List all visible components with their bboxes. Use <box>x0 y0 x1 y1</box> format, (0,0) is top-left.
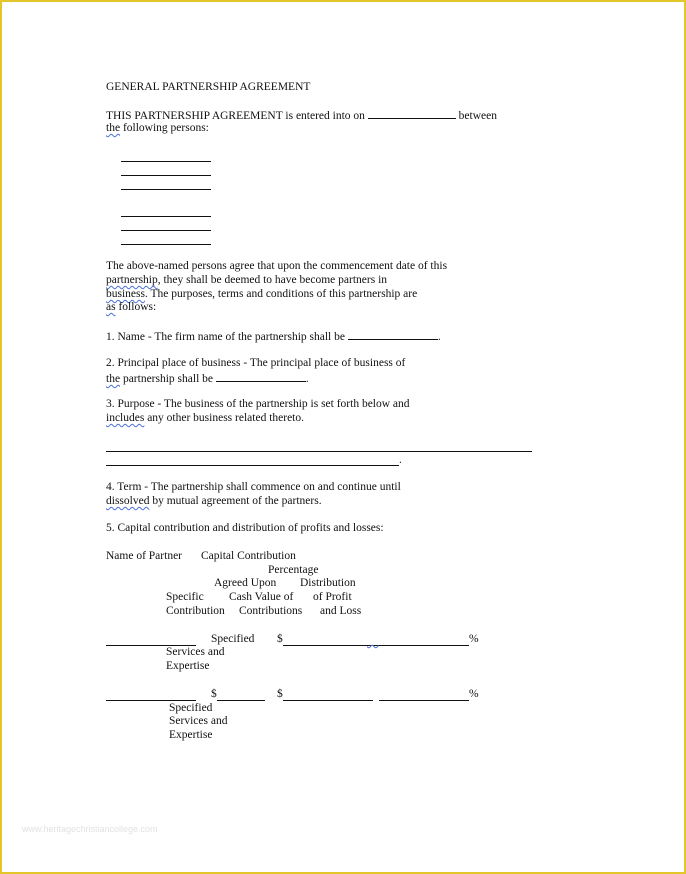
row1-percent: % <box>469 633 479 645</box>
header-and-loss: and Loss <box>320 605 362 617</box>
header-percentage: Percentage <box>268 564 319 576</box>
document-title: GENERAL PARTNERSHIP AGREEMENT <box>106 81 311 93</box>
header-agreed-upon: Agreed Upon <box>214 577 277 589</box>
firm-name-blank[interactable] <box>348 328 438 340</box>
item-3-line-1: 3. Purpose - The business of the partnership is set forth below and <box>106 398 410 410</box>
spellcheck-word: dissolved <box>106 495 150 507</box>
spellcheck-word: the <box>106 373 121 385</box>
spellcheck-word: includes <box>106 412 145 424</box>
intro-between: between <box>458 110 497 122</box>
header-capital-contribution: Capital Contribution <box>201 550 296 562</box>
partner-blank-4[interactable] <box>121 216 211 217</box>
row1-services-and: Services and <box>166 646 225 658</box>
row2-percentage-blank[interactable] <box>379 700 469 701</box>
spellcheck-word: the <box>106 122 121 134</box>
partner-blank-6[interactable] <box>121 244 211 245</box>
item-1-name: 1. Name - The firm name of the partnership shall be . <box>106 328 441 344</box>
intro-text: THIS PARTNERSHIP AGREEMENT is entered into on <box>106 110 365 122</box>
spellcheck-word: partnership <box>106 274 158 286</box>
para1-line-1: The above-named persons agree that upon the commencement date of this <box>106 260 448 272</box>
item-4-line-2: dissolved by mutual agreement of the partners. <box>106 495 322 507</box>
header-cash-value-of: Cash Value of <box>229 591 294 603</box>
row2-percent: % <box>469 688 479 700</box>
partner-blank-2[interactable] <box>121 175 211 176</box>
purpose-blank-1[interactable] <box>106 451 532 452</box>
para1-line-4: as follows: <box>106 301 157 313</box>
item-2-line-1: 2. Principal place of business - The principal place of business of <box>106 357 406 369</box>
row2-dollar-specific: $ <box>211 688 217 700</box>
purpose-period: . <box>399 454 402 466</box>
header-of-profit: of Profit <box>313 591 352 603</box>
intro-line-2: the following persons: <box>106 122 209 134</box>
place-of-business-blank[interactable] <box>216 370 306 382</box>
row2-specified: Specified <box>169 702 213 714</box>
partner-blank-5[interactable] <box>121 230 211 231</box>
row2-expertise: Expertise <box>169 729 213 741</box>
spellcheck-word: business <box>106 288 145 300</box>
row2-specific-blank[interactable] <box>217 700 265 701</box>
row1-specified: Specified <box>211 633 255 645</box>
partner-blank-1[interactable] <box>121 161 211 162</box>
header-name-of-partner: Name of Partner <box>106 550 182 562</box>
purpose-blank-2[interactable] <box>106 465 399 466</box>
header-contributions: Contributions <box>239 605 303 617</box>
item-2-line-2: the partnership shall be . <box>106 370 309 386</box>
row2-services-and: Services and <box>169 715 228 727</box>
item-5: 5. Capital contribution and distribution of profits and losses: <box>106 522 384 534</box>
spellcheck-mark <box>367 633 379 645</box>
item-4-line-1: 4. Term - The partnership shall commence on and continue until <box>106 481 401 493</box>
header-contribution: Contribution <box>166 605 225 617</box>
header-specific: Specific <box>166 591 204 603</box>
date-blank[interactable] <box>368 107 456 119</box>
para1-line-3: business. The purposes, terms and conditions of this partnership are <box>106 288 418 300</box>
row1-expertise: Expertise <box>166 660 210 672</box>
row1-cash-value-blank[interactable] <box>283 645 469 646</box>
header-distribution: Distribution <box>300 577 356 589</box>
item-3-line-2: includes any other business related thereto. <box>106 412 304 424</box>
row1-dollar: $ <box>277 633 283 645</box>
spellcheck-word: as <box>106 301 116 313</box>
row2-cash-value-blank[interactable] <box>283 700 373 701</box>
watermark: www.heritagechristiancollege.com <box>22 824 158 834</box>
row2-dollar-cash: $ <box>277 688 283 700</box>
partner-blank-3[interactable] <box>121 189 211 190</box>
para1-line-2: partnership, they shall be deemed to have become partners in <box>106 274 388 286</box>
